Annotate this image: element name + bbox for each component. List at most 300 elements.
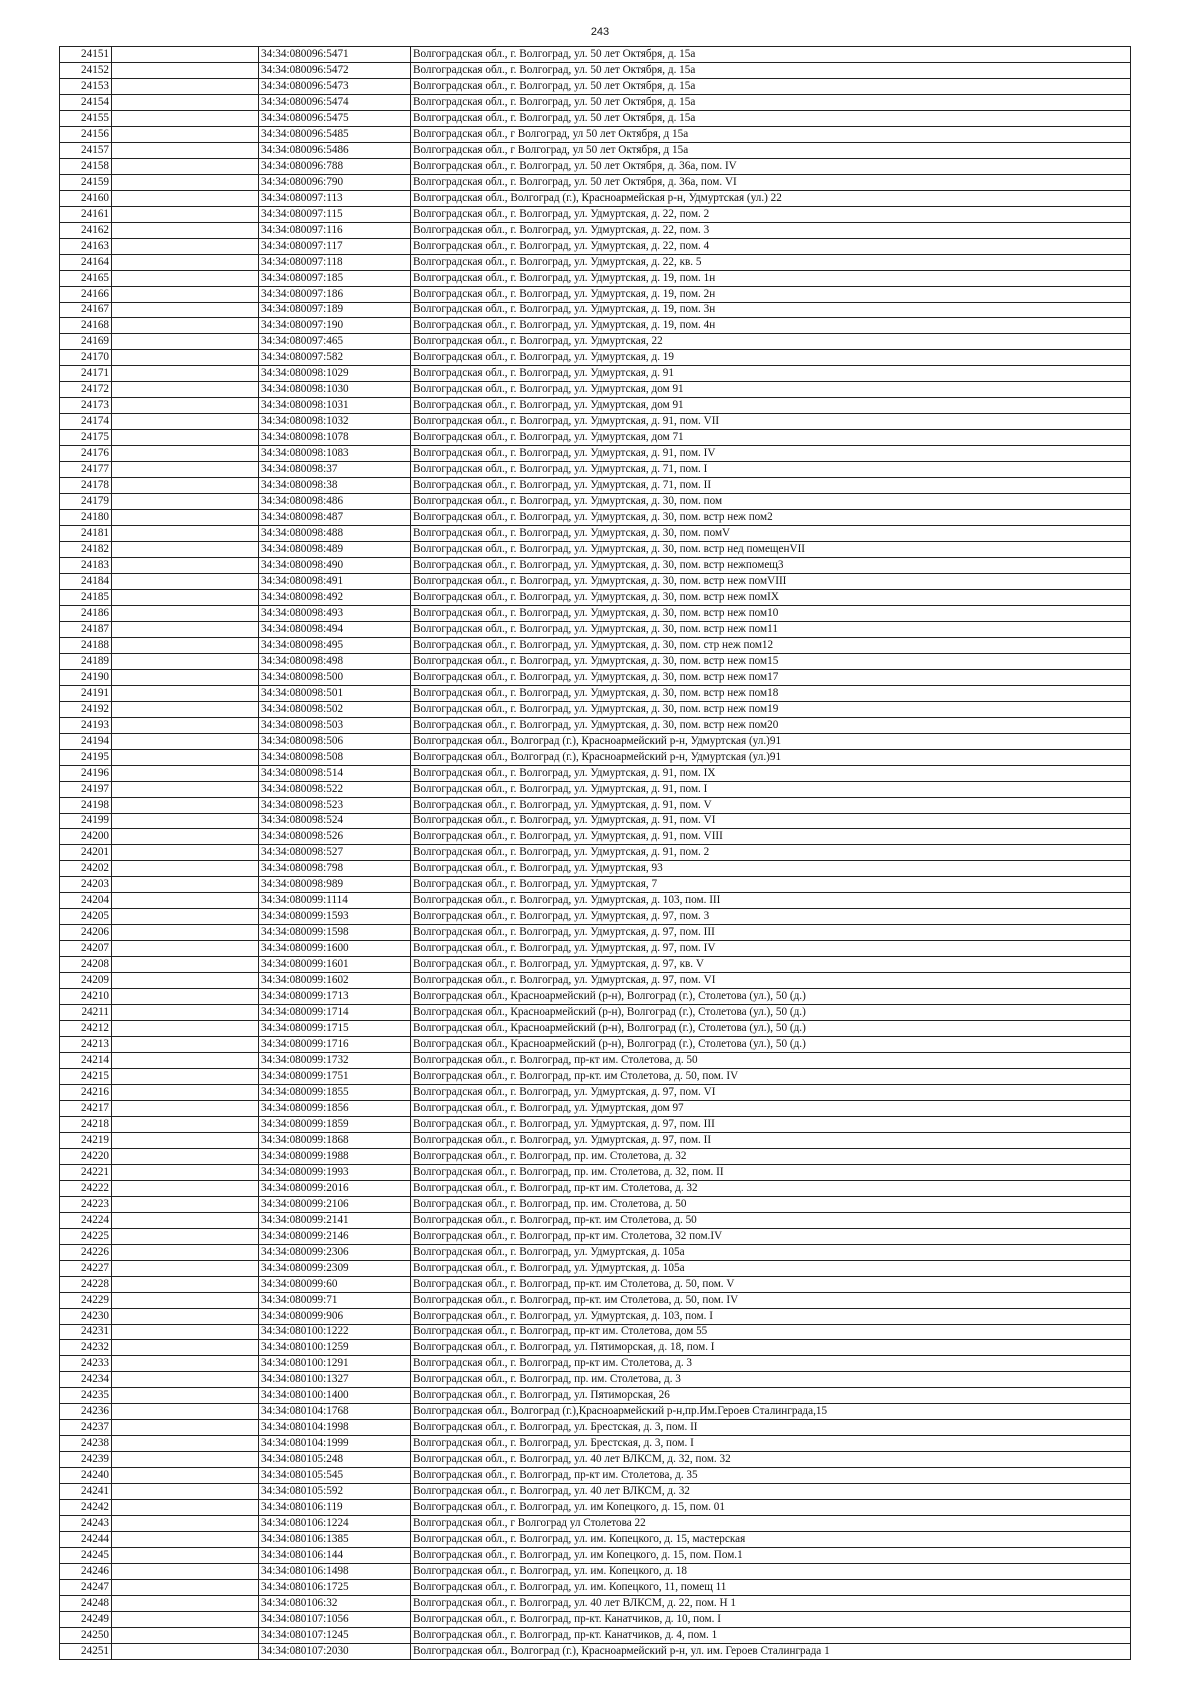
empty-cell: [112, 813, 259, 829]
empty-cell: [112, 1021, 259, 1037]
address-cell: Волгоградская обл., г. Волгоград, ул. Пятиморская, 26: [411, 1388, 1131, 1404]
address-cell: Волгоградская обл., г Волгоград ул Столетова 22: [411, 1516, 1131, 1532]
row-number-cell: 24156: [60, 126, 112, 142]
address-cell: Волгоградская обл., г. Волгоград, ул. Удмуртская, д. 105а: [411, 1244, 1131, 1260]
address-cell: Волгоградская обл., г Волгоград, ул 50 лет Октября, д 15а: [411, 126, 1131, 142]
cadastral-number-cell: 34:34:080098:522: [259, 781, 411, 797]
table-row: [60, 1148, 1131, 1164]
empty-cell: [112, 1611, 259, 1627]
table-row: [60, 158, 1131, 174]
address-cell: Волгоградская обл., г. Волгоград, ул. Удмуртская, д. 91: [411, 366, 1131, 382]
cadastral-number-cell: 34:34:080098:489: [259, 542, 411, 558]
cadastral-number-cell: 34:34:080099:1868: [259, 1132, 411, 1148]
address-cell: Волгоградская обл., г. Волгоград, ул. Удмуртская, д. 97, пом. II: [411, 1132, 1131, 1148]
empty-cell: [112, 1532, 259, 1548]
row-number-cell: 24153: [60, 78, 112, 94]
address-cell: Волгоградская обл., г. Волгоград, ул. Удмуртская, д. 19, пом. 4н: [411, 318, 1131, 334]
table-row: [60, 1356, 1131, 1372]
row-number-cell: 24205: [60, 909, 112, 925]
row-number-cell: 24169: [60, 334, 112, 350]
table-row: [60, 941, 1131, 957]
cadastral-number-cell: 34:34:080107:2030: [259, 1643, 411, 1659]
table-row: [60, 1324, 1131, 1340]
address-cell: Волгоградская обл., г. Волгоград, ул. Удмуртская, д. 30, пом. встр неж помIX: [411, 589, 1131, 605]
table-row: [60, 717, 1131, 733]
table-row: [60, 1452, 1131, 1468]
table-row: [60, 1292, 1131, 1308]
table-row: [60, 1276, 1131, 1292]
table-row: [60, 1005, 1131, 1021]
table-row: [60, 1436, 1131, 1452]
cadastral-number-cell: 34:34:080099:2106: [259, 1196, 411, 1212]
table-row: [60, 1627, 1131, 1643]
row-number-cell: 24239: [60, 1452, 112, 1468]
row-number-cell: 24197: [60, 781, 112, 797]
table-row: [60, 653, 1131, 669]
cadastral-number-cell: 34:34:080106:144: [259, 1548, 411, 1564]
address-cell: Волгоградская обл., г. Волгоград, ул. Удмуртская, д. 22, пом. 3: [411, 222, 1131, 238]
row-number-cell: 24238: [60, 1436, 112, 1452]
table-row: [60, 478, 1131, 494]
table-row: [60, 1404, 1131, 1420]
table-row: [60, 1580, 1131, 1596]
empty-cell: [112, 893, 259, 909]
address-cell: Волгоградская обл., г. Волгоград, ул. им Копецкого, д. 15, пом. Пом.1: [411, 1548, 1131, 1564]
row-number-cell: 24209: [60, 973, 112, 989]
empty-cell: [112, 1468, 259, 1484]
address-cell: Волгоградская обл., г. Волгоград, пр. им. Столетова, д. 50: [411, 1196, 1131, 1212]
address-cell: Волгоградская обл., г. Волгоград, ул. 40 лет ВЛКСМ, д. 32: [411, 1484, 1131, 1500]
cadastral-number-cell: 34:34:080098:491: [259, 573, 411, 589]
cadastral-number-cell: 34:34:080106:1224: [259, 1516, 411, 1532]
empty-cell: [112, 685, 259, 701]
row-number-cell: 24227: [60, 1260, 112, 1276]
table-row: [60, 558, 1131, 574]
address-cell: Волгоградская обл., г Волгоград, ул 50 лет Октября, д 15а: [411, 142, 1131, 158]
empty-cell: [112, 621, 259, 637]
empty-cell: [112, 1164, 259, 1180]
cadastral-number-cell: 34:34:080099:1593: [259, 909, 411, 925]
address-cell: Волгоградская обл., г. Волгоград, ул. Удмуртская, д. 30, пом. встр неж пом17: [411, 669, 1131, 685]
address-cell: Волгоградская обл., г. Волгоград, пр-кт им. Столетова, д. 3: [411, 1356, 1131, 1372]
cadastral-number-cell: 34:34:080099:1601: [259, 957, 411, 973]
table-row: [60, 1468, 1131, 1484]
address-cell: Волгоградская обл., г. Волгоград, пр-кт им. Столетова, 32 пом.IV: [411, 1228, 1131, 1244]
table-row: [60, 1069, 1131, 1085]
cadastral-number-cell: 34:34:080099:1600: [259, 941, 411, 957]
table-row: [60, 446, 1131, 462]
address-cell: Волгоградская обл., г. Волгоград, ул. Удмуртская, д. 22, пом. 4: [411, 238, 1131, 254]
cadastral-number-cell: 34:34:080105:545: [259, 1468, 411, 1484]
table-row: [60, 1260, 1131, 1276]
row-number-cell: 24204: [60, 893, 112, 909]
empty-cell: [112, 1436, 259, 1452]
table-row: [60, 1595, 1131, 1611]
address-cell: Волгоградская обл., г. Волгоград, ул. Пятиморская, д. 18, пом. I: [411, 1340, 1131, 1356]
cadastral-number-cell: 34:34:080098:527: [259, 845, 411, 861]
row-number-cell: 24210: [60, 989, 112, 1005]
registry-table: [59, 46, 1131, 1660]
table-row: [60, 270, 1131, 286]
empty-cell: [112, 494, 259, 510]
empty-cell: [112, 925, 259, 941]
address-cell: Волгоградская обл., г. Волгоград, ул. Удмуртская, д. 97, пом. VI: [411, 1084, 1131, 1100]
table-row: [60, 126, 1131, 142]
empty-cell: [112, 797, 259, 813]
row-number-cell: 24250: [60, 1627, 112, 1643]
cadastral-number-cell: 34:34:080099:60: [259, 1276, 411, 1292]
row-number-cell: 24208: [60, 957, 112, 973]
cadastral-number-cell: 34:34:080098:502: [259, 701, 411, 717]
address-cell: Волгоградская обл., г. Волгоград, ул. Удмуртская, д. 97, пом. IV: [411, 941, 1131, 957]
address-cell: Волгоградская обл., г. Волгоград, ул. Удмуртская, д. 97, пом. III: [411, 1116, 1131, 1132]
row-number-cell: 24190: [60, 669, 112, 685]
cadastral-number-cell: 34:34:080098:1032: [259, 414, 411, 430]
table-row: [60, 685, 1131, 701]
table-row: [60, 1420, 1131, 1436]
table-row: [60, 1212, 1131, 1228]
address-cell: Волгоградская обл., г. Волгоград, ул. Удмуртская, дом 91: [411, 382, 1131, 398]
row-number-cell: 24215: [60, 1069, 112, 1085]
cadastral-number-cell: 34:34:080098:798: [259, 861, 411, 877]
cadastral-number-cell: 34:34:080098:506: [259, 733, 411, 749]
table-row: [60, 254, 1131, 270]
cadastral-number-cell: 34:34:080097:117: [259, 238, 411, 254]
cadastral-number-cell: 34:34:080097:185: [259, 270, 411, 286]
address-cell: Волгоградская обл., г. Волгоград, пр-кт им. Столетова, д. 32: [411, 1180, 1131, 1196]
row-number-cell: 24187: [60, 621, 112, 637]
empty-cell: [112, 158, 259, 174]
row-number-cell: 24217: [60, 1100, 112, 1116]
row-number-cell: 24224: [60, 1212, 112, 1228]
empty-cell: [112, 558, 259, 574]
address-cell: Волгоградская обл., г. Волгоград, ул. Брестская, д. 3, пом. II: [411, 1420, 1131, 1436]
row-number-cell: 24171: [60, 366, 112, 382]
address-cell: Волгоградская обл., г. Волгоград, ул. Удмуртская, д. 30, пом. встр неж пом2: [411, 510, 1131, 526]
table-row: [60, 62, 1131, 78]
row-number-cell: 24164: [60, 254, 112, 270]
table-row: [60, 542, 1131, 558]
empty-cell: [112, 510, 259, 526]
empty-cell: [112, 78, 259, 94]
row-number-cell: 24182: [60, 542, 112, 558]
empty-cell: [112, 62, 259, 78]
empty-cell: [112, 334, 259, 350]
row-number-cell: 24179: [60, 494, 112, 510]
row-number-cell: 24196: [60, 765, 112, 781]
table-row: [60, 973, 1131, 989]
table-row: [60, 366, 1131, 382]
empty-cell: [112, 238, 259, 254]
empty-cell: [112, 526, 259, 542]
address-cell: Волгоградская обл., г. Волгоград, ул. Удмуртская, д. 97, пом. VI: [411, 973, 1131, 989]
row-number-cell: 24183: [60, 558, 112, 574]
cadastral-number-cell: 34:34:080098:526: [259, 829, 411, 845]
table-row: [60, 589, 1131, 605]
cadastral-number-cell: 34:34:080098:523: [259, 797, 411, 813]
cadastral-number-cell: 34:34:080096:5475: [259, 110, 411, 126]
empty-cell: [112, 206, 259, 222]
table-row: [60, 1053, 1131, 1069]
table-row: [60, 398, 1131, 414]
address-cell: Волгоградская обл., г. Волгоград, пр-кт им. Столетова, д. 35: [411, 1468, 1131, 1484]
cadastral-number-cell: 34:34:080106:1725: [259, 1580, 411, 1596]
address-cell: Волгоградская обл., г. Волгоград, ул. Удмуртская, дом 97: [411, 1100, 1131, 1116]
address-cell: Волгоградская обл., г. Волгоград, ул. 50 лет Октября, д. 15а: [411, 78, 1131, 94]
empty-cell: [112, 765, 259, 781]
row-number-cell: 24211: [60, 1005, 112, 1021]
row-number-cell: 24245: [60, 1548, 112, 1564]
empty-cell: [112, 605, 259, 621]
table-row: [60, 861, 1131, 877]
empty-cell: [112, 398, 259, 414]
empty-cell: [112, 1196, 259, 1212]
address-cell: Волгоградская обл., г. Волгоград, ул. Удмуртская, д. 30, пом. встр неж пом19: [411, 701, 1131, 717]
row-number-cell: 24242: [60, 1500, 112, 1516]
table-row: [60, 957, 1131, 973]
address-cell: Волгоградская обл., г. Волгоград, ул. 40 лет ВЛКСМ, д. 32, пом. 32: [411, 1452, 1131, 1468]
empty-cell: [112, 1084, 259, 1100]
row-number-cell: 24193: [60, 717, 112, 733]
row-number-cell: 24192: [60, 701, 112, 717]
table-row: [60, 701, 1131, 717]
table-row: [60, 110, 1131, 126]
empty-cell: [112, 1388, 259, 1404]
row-number-cell: 24232: [60, 1340, 112, 1356]
cadastral-number-cell: 34:34:080098:1083: [259, 446, 411, 462]
row-number-cell: 24168: [60, 318, 112, 334]
row-number-cell: 24199: [60, 813, 112, 829]
empty-cell: [112, 366, 259, 382]
cadastral-number-cell: 34:34:080097:116: [259, 222, 411, 238]
table-row: [60, 174, 1131, 190]
cadastral-number-cell: 34:34:080099:1714: [259, 1005, 411, 1021]
empty-cell: [112, 1132, 259, 1148]
empty-cell: [112, 1452, 259, 1468]
table-row: [60, 1340, 1131, 1356]
cadastral-number-cell: 34:34:080106:1385: [259, 1532, 411, 1548]
empty-cell: [112, 1053, 259, 1069]
table-row: [60, 94, 1131, 110]
address-cell: Волгоградская обл., г. Волгоград, ул. Удмуртская, д. 30, пом. помV: [411, 526, 1131, 542]
address-cell: Волгоградская обл., г. Волгоград, ул. Удмуртская, д. 30, пом. стр неж пом12: [411, 637, 1131, 653]
address-cell: Волгоградская обл., г. Волгоград, ул. Удмуртская, д. 19: [411, 350, 1131, 366]
empty-cell: [112, 1372, 259, 1388]
empty-cell: [112, 414, 259, 430]
row-number-cell: 24214: [60, 1053, 112, 1069]
address-cell: Волгоградская обл., г. Волгоград, ул. Удмуртская, д. 91, пом. IV: [411, 446, 1131, 462]
empty-cell: [112, 430, 259, 446]
empty-cell: [112, 110, 259, 126]
empty-cell: [112, 637, 259, 653]
empty-cell: [112, 1308, 259, 1324]
empty-cell: [112, 653, 259, 669]
address-cell: Волгоградская обл., Волгоград (г.),Красноармейский р-н,пр.Им.Героев Сталинграда,15: [411, 1404, 1131, 1420]
address-cell: Волгоградская обл., г. Волгоград, ул. Удмуртская, д. 91, пом. IX: [411, 765, 1131, 781]
table-row: [60, 893, 1131, 909]
cadastral-number-cell: 34:34:080099:2146: [259, 1228, 411, 1244]
row-number-cell: 24157: [60, 142, 112, 158]
table-row: [60, 1500, 1131, 1516]
row-number-cell: 24166: [60, 286, 112, 302]
row-number-cell: 24195: [60, 749, 112, 765]
address-cell: Волгоградская обл., г. Волгоград, ул. им. Копецкого, 11, помещ 11: [411, 1580, 1131, 1596]
row-number-cell: 24176: [60, 446, 112, 462]
cadastral-number-cell: 34:34:080100:1222: [259, 1324, 411, 1340]
row-number-cell: 24188: [60, 637, 112, 653]
table-row: [60, 909, 1131, 925]
cadastral-number-cell: 34:34:080099:2016: [259, 1180, 411, 1196]
cadastral-number-cell: 34:34:080097:186: [259, 286, 411, 302]
cadastral-number-cell: 34:34:080096:5473: [259, 78, 411, 94]
row-number-cell: 24174: [60, 414, 112, 430]
row-number-cell: 24207: [60, 941, 112, 957]
address-cell: Волгоградская обл., г. Волгоград, ул. Удмуртская, д. 30, пом. встр неж пом20: [411, 717, 1131, 733]
table-row: [60, 302, 1131, 318]
table-row: [60, 573, 1131, 589]
row-number-cell: 24185: [60, 589, 112, 605]
empty-cell: [112, 1340, 259, 1356]
cadastral-number-cell: 34:34:080100:1400: [259, 1388, 411, 1404]
cadastral-number-cell: 34:34:080098:500: [259, 669, 411, 685]
address-cell: Волгоградская обл., Красноармейский (р-н), Волгоград (г.), Столетова (ул.), 50 (д.): [411, 1021, 1131, 1037]
cadastral-number-cell: 34:34:080099:2141: [259, 1212, 411, 1228]
cadastral-number-cell: 34:34:080098:488: [259, 526, 411, 542]
cadastral-number-cell: 34:34:080098:37: [259, 462, 411, 478]
address-cell: Волгоградская обл., г. Волгоград, ул. Удмуртская, д. 71, пом. II: [411, 478, 1131, 494]
cadastral-number-cell: 34:34:080097:115: [259, 206, 411, 222]
table-row: [60, 142, 1131, 158]
empty-cell: [112, 1420, 259, 1436]
address-cell: Волгоградская обл., г. Волгоград, ул. Удмуртская, д. 19, пом. 2н: [411, 286, 1131, 302]
address-cell: Волгоградская обл., г. Волгоград, пр-кт. Канатчиков, д. 10, пом. I: [411, 1611, 1131, 1627]
address-cell: Волгоградская обл., Волгоград (г.), Красноармейский р-н, ул. им. Героев Сталинграда 1: [411, 1643, 1131, 1659]
row-number-cell: 24231: [60, 1324, 112, 1340]
address-cell: Волгоградская обл., г. Волгоград, ул. 50 лет Октября, д. 36а, пом. VI: [411, 174, 1131, 190]
table-row: [60, 462, 1131, 478]
table-row: [60, 494, 1131, 510]
row-number-cell: 24154: [60, 94, 112, 110]
address-cell: Волгоградская обл., Волгоград (г.), Красноармейская р-н, Удмуртская (ул.) 22: [411, 190, 1131, 206]
address-cell: Волгоградская обл., г. Волгоград, ул. Удмуртская, д. 30, пом. встр неж пом18: [411, 685, 1131, 701]
cadastral-number-cell: 34:34:080098:1031: [259, 398, 411, 414]
table-row: [60, 669, 1131, 685]
row-number-cell: 24170: [60, 350, 112, 366]
table-row: [60, 318, 1131, 334]
address-cell: Волгоградская обл., г. Волгоград, ул. Удмуртская, д. 97, пом. 3: [411, 909, 1131, 925]
empty-cell: [112, 1116, 259, 1132]
empty-cell: [112, 1244, 259, 1260]
row-number-cell: 24228: [60, 1276, 112, 1292]
table-row: [60, 621, 1131, 637]
table-row: [60, 1372, 1131, 1388]
empty-cell: [112, 126, 259, 142]
row-number-cell: 24158: [60, 158, 112, 174]
address-cell: Волгоградская обл., г. Волгоград, пр-кт им. Столетова, дом 55: [411, 1324, 1131, 1340]
row-number-cell: 24198: [60, 797, 112, 813]
row-number-cell: 24180: [60, 510, 112, 526]
row-number-cell: 24243: [60, 1516, 112, 1532]
address-cell: Волгоградская обл., г. Волгоград, ул. им. Копецкого, д. 15, мастерская: [411, 1532, 1131, 1548]
cadastral-number-cell: 34:34:080100:1327: [259, 1372, 411, 1388]
table-row: [60, 1100, 1131, 1116]
empty-cell: [112, 302, 259, 318]
empty-cell: [112, 47, 259, 63]
row-number-cell: 24226: [60, 1244, 112, 1260]
empty-cell: [112, 733, 259, 749]
empty-cell: [112, 190, 259, 206]
empty-cell: [112, 1180, 259, 1196]
cadastral-number-cell: 34:34:080098:493: [259, 605, 411, 621]
table-row: [60, 1164, 1131, 1180]
address-cell: Волгоградская обл., Красноармейский (р-н), Волгоград (г.), Столетова (ул.), 50 (д.): [411, 989, 1131, 1005]
empty-cell: [112, 270, 259, 286]
row-number-cell: 24203: [60, 877, 112, 893]
cadastral-number-cell: 34:34:080098:501: [259, 685, 411, 701]
table-row: [60, 605, 1131, 621]
address-cell: Волгоградская обл., г. Волгоград, ул. Удмуртская, дом 71: [411, 430, 1131, 446]
row-number-cell: 24194: [60, 733, 112, 749]
cadastral-number-cell: 34:34:080098:1029: [259, 366, 411, 382]
empty-cell: [112, 318, 259, 334]
empty-cell: [112, 1324, 259, 1340]
row-number-cell: 24221: [60, 1164, 112, 1180]
row-number-cell: 24230: [60, 1308, 112, 1324]
cadastral-number-cell: 34:34:080105:248: [259, 1452, 411, 1468]
row-number-cell: 24184: [60, 573, 112, 589]
empty-cell: [112, 478, 259, 494]
empty-cell: [112, 286, 259, 302]
row-number-cell: 24248: [60, 1595, 112, 1611]
empty-cell: [112, 1484, 259, 1500]
row-number-cell: 24247: [60, 1580, 112, 1596]
cadastral-number-cell: 34:34:080098:514: [259, 765, 411, 781]
address-cell: Волгоградская обл., г. Волгоград, ул. Удмуртская, д. 91, пом. V: [411, 797, 1131, 813]
address-cell: Волгоградская обл., г. Волгоград, ул. Удмуртская, д. 19, пом. 1н: [411, 270, 1131, 286]
empty-cell: [112, 1276, 259, 1292]
address-cell: Волгоградская обл., г. Волгоград, ул. Удмуртская, д. 30, пом. встр неж помVIII: [411, 573, 1131, 589]
row-number-cell: 24189: [60, 653, 112, 669]
address-cell: Волгоградская обл., г. Волгоград, ул. Удмуртская, д. 91, пом. VIII: [411, 829, 1131, 845]
cadastral-number-cell: 34:34:080099:1993: [259, 1164, 411, 1180]
table-row: [60, 1116, 1131, 1132]
empty-cell: [112, 749, 259, 765]
cadastral-number-cell: 34:34:080099:2306: [259, 1244, 411, 1260]
address-cell: Волгоградская обл., г. Волгоград, пр-кт. им Столетова, д. 50, пом. IV: [411, 1292, 1131, 1308]
cadastral-number-cell: 34:34:080099:1715: [259, 1021, 411, 1037]
address-cell: Волгоградская обл., г. Волгоград, пр-кт. им Столетова, д. 50, пом. IV: [411, 1069, 1131, 1085]
empty-cell: [112, 1627, 259, 1643]
row-number-cell: 24225: [60, 1228, 112, 1244]
table-row: [60, 1388, 1131, 1404]
row-number-cell: 24212: [60, 1021, 112, 1037]
table-row: [60, 749, 1131, 765]
empty-cell: [112, 1500, 259, 1516]
row-number-cell: 24241: [60, 1484, 112, 1500]
address-cell: Волгоградская обл., г. Волгоград, ул. 50 лет Октября, д. 15а: [411, 94, 1131, 110]
cadastral-number-cell: 34:34:080098:498: [259, 653, 411, 669]
empty-cell: [112, 1548, 259, 1564]
address-cell: Волгоградская обл., г. Волгоград, ул. Удмуртская, д. 71, пом. I: [411, 462, 1131, 478]
cadastral-number-cell: 34:34:080099:906: [259, 1308, 411, 1324]
address-cell: Волгоградская обл., г. Волгоград, ул. Удмуртская, д. 91, пом. I: [411, 781, 1131, 797]
address-cell: Волгоградская обл., г. Волгоград, ул. Удмуртская, д. 30, пом. встр нежпомещ3: [411, 558, 1131, 574]
row-number-cell: 24162: [60, 222, 112, 238]
table-row: [60, 813, 1131, 829]
table-row: [60, 190, 1131, 206]
table-row: [60, 1308, 1131, 1324]
cadastral-number-cell: 34:34:080099:1856: [259, 1100, 411, 1116]
